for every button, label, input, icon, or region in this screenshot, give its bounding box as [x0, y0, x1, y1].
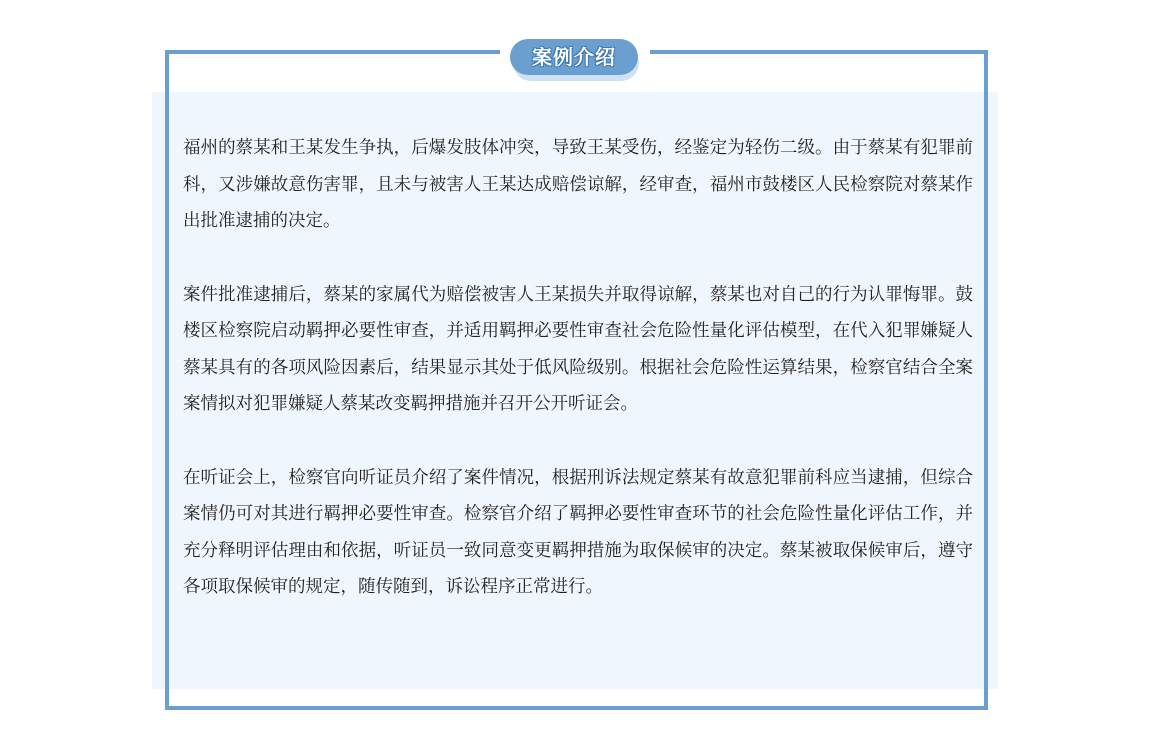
section-title: 案例介绍: [510, 39, 638, 75]
paragraph-3: 在听证会上，检察官向听证员介绍了案件情况，根据刑诉法规定蔡某有故意犯罪前科应当逮捕，但综合案情仍可对其进行羁押必要性审查。检察官介绍了羁押必要性审查环节的社会危险性量化评估工作，并充分释明评估理由和依据，听证员一致同意变更羁押措施为取保候审的决定。蔡某被取保候审后，遵守各项取保候审的规定，随传随到，诉讼程序正常进行。: [183, 467, 973, 597]
article-body: [183, 130, 973, 606]
paragraph-2: 案件批准逮捕后，蔡某的家属代为赔偿被害人王某损失并取得谅解，蔡某也对自己的行为认罪悔罪。鼓楼区检察院启动羁押必要性审查，并适用羁押必要性审查社会危险性量化评估模型，在代入犯罪嫌疑人蔡某具有的各项风险因素后，结果显示其处于低风险级别。根据社会危险性运算结果，检察官结合全案案情拟对犯罪嫌疑人蔡某改变羁押措施并召开公开听证会。: [183, 284, 973, 414]
paragraph-1: 福州的蔡某和王某发生争执，后爆发肢体冲突，导致王某受伤，经鉴定为轻伤二级。由于蔡某有犯罪前科，又涉嫌故意伤害罪，且未与被害人王某达成赔偿谅解，经审查，福州市鼓楼区人民检察院对蔡某作出批准逮捕的决定。: [183, 138, 973, 231]
